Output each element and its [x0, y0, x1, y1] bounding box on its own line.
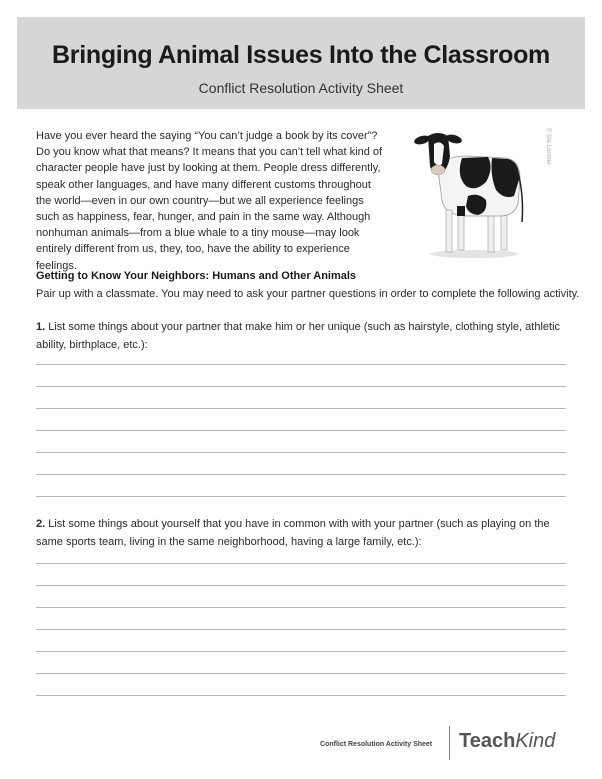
- answer-line[interactable]: [36, 585, 566, 586]
- section-heading: Getting to Know Your Neighbors: Humans and Other Animals: [36, 270, 357, 282]
- answer-line[interactable]: [36, 364, 566, 365]
- question-text: List some things about yourself that you have in common with with your partner (such as playing on the same sports team, living in the same neighborhood, having a large family, etc.):: [36, 518, 550, 548]
- teachkind-logo: [459, 730, 555, 753]
- question-number: 1.: [36, 321, 46, 333]
- header-banner: [17, 17, 585, 109]
- answer-line[interactable]: [36, 673, 566, 674]
- cow-photo: [408, 126, 538, 260]
- answer-line[interactable]: [36, 629, 566, 630]
- answer-line[interactable]: [36, 651, 566, 652]
- answer-line[interactable]: [36, 474, 566, 475]
- answer-line[interactable]: [36, 386, 566, 387]
- question-text: List some things about your partner that make him or her unique (such as hairstyle, clothing style, athletic ability, birthplace, etc.):: [36, 321, 561, 351]
- section-instruction: Pair up with a classmate. You may need to ask your partner questions in order to complete the following activity.: [36, 288, 580, 300]
- answer-line[interactable]: [36, 607, 566, 608]
- logo-teach: Teach: [459, 730, 516, 752]
- photo-credit: © Ste Lordsel: [545, 128, 551, 165]
- question-1: [36, 318, 566, 354]
- logo-kind: Kind: [515, 730, 556, 752]
- footer-sheet-name: Conflict Resolution Activity Sheet: [320, 741, 433, 748]
- answer-line[interactable]: [36, 695, 566, 696]
- intro-paragraph: Have you ever heard the saying “You can’t judge a book by its cover”? Do you know what that means? It means that you can’t tell what kind of character people have just by looking at them. People dress differently, speak other languages, and have many different customs throughout the world—even in our own country—but we all experience feelings such as happiness, fear, hunger, and pain in the same way. Although nonhuman animals—from a blue whale to a tiny mouse—may look entirely different from us, they, too, have the ability to experience feelings.: [36, 130, 383, 272]
- answer-line[interactable]: [36, 452, 566, 453]
- page-title: Bringing Animal Issues Into the Classroom: [52, 41, 550, 69]
- answer-line[interactable]: [36, 408, 566, 409]
- answer-line[interactable]: [36, 430, 566, 431]
- answer-lines-1[interactable]: [36, 364, 566, 518]
- page-subtitle: Conflict Resolution Activity Sheet: [198, 80, 404, 96]
- question-number: 2.: [36, 518, 46, 530]
- answer-line[interactable]: [36, 563, 566, 564]
- answer-lines-2[interactable]: [36, 563, 566, 717]
- footer-divider: [449, 726, 450, 760]
- question-2: [36, 515, 566, 551]
- answer-line[interactable]: [36, 496, 566, 497]
